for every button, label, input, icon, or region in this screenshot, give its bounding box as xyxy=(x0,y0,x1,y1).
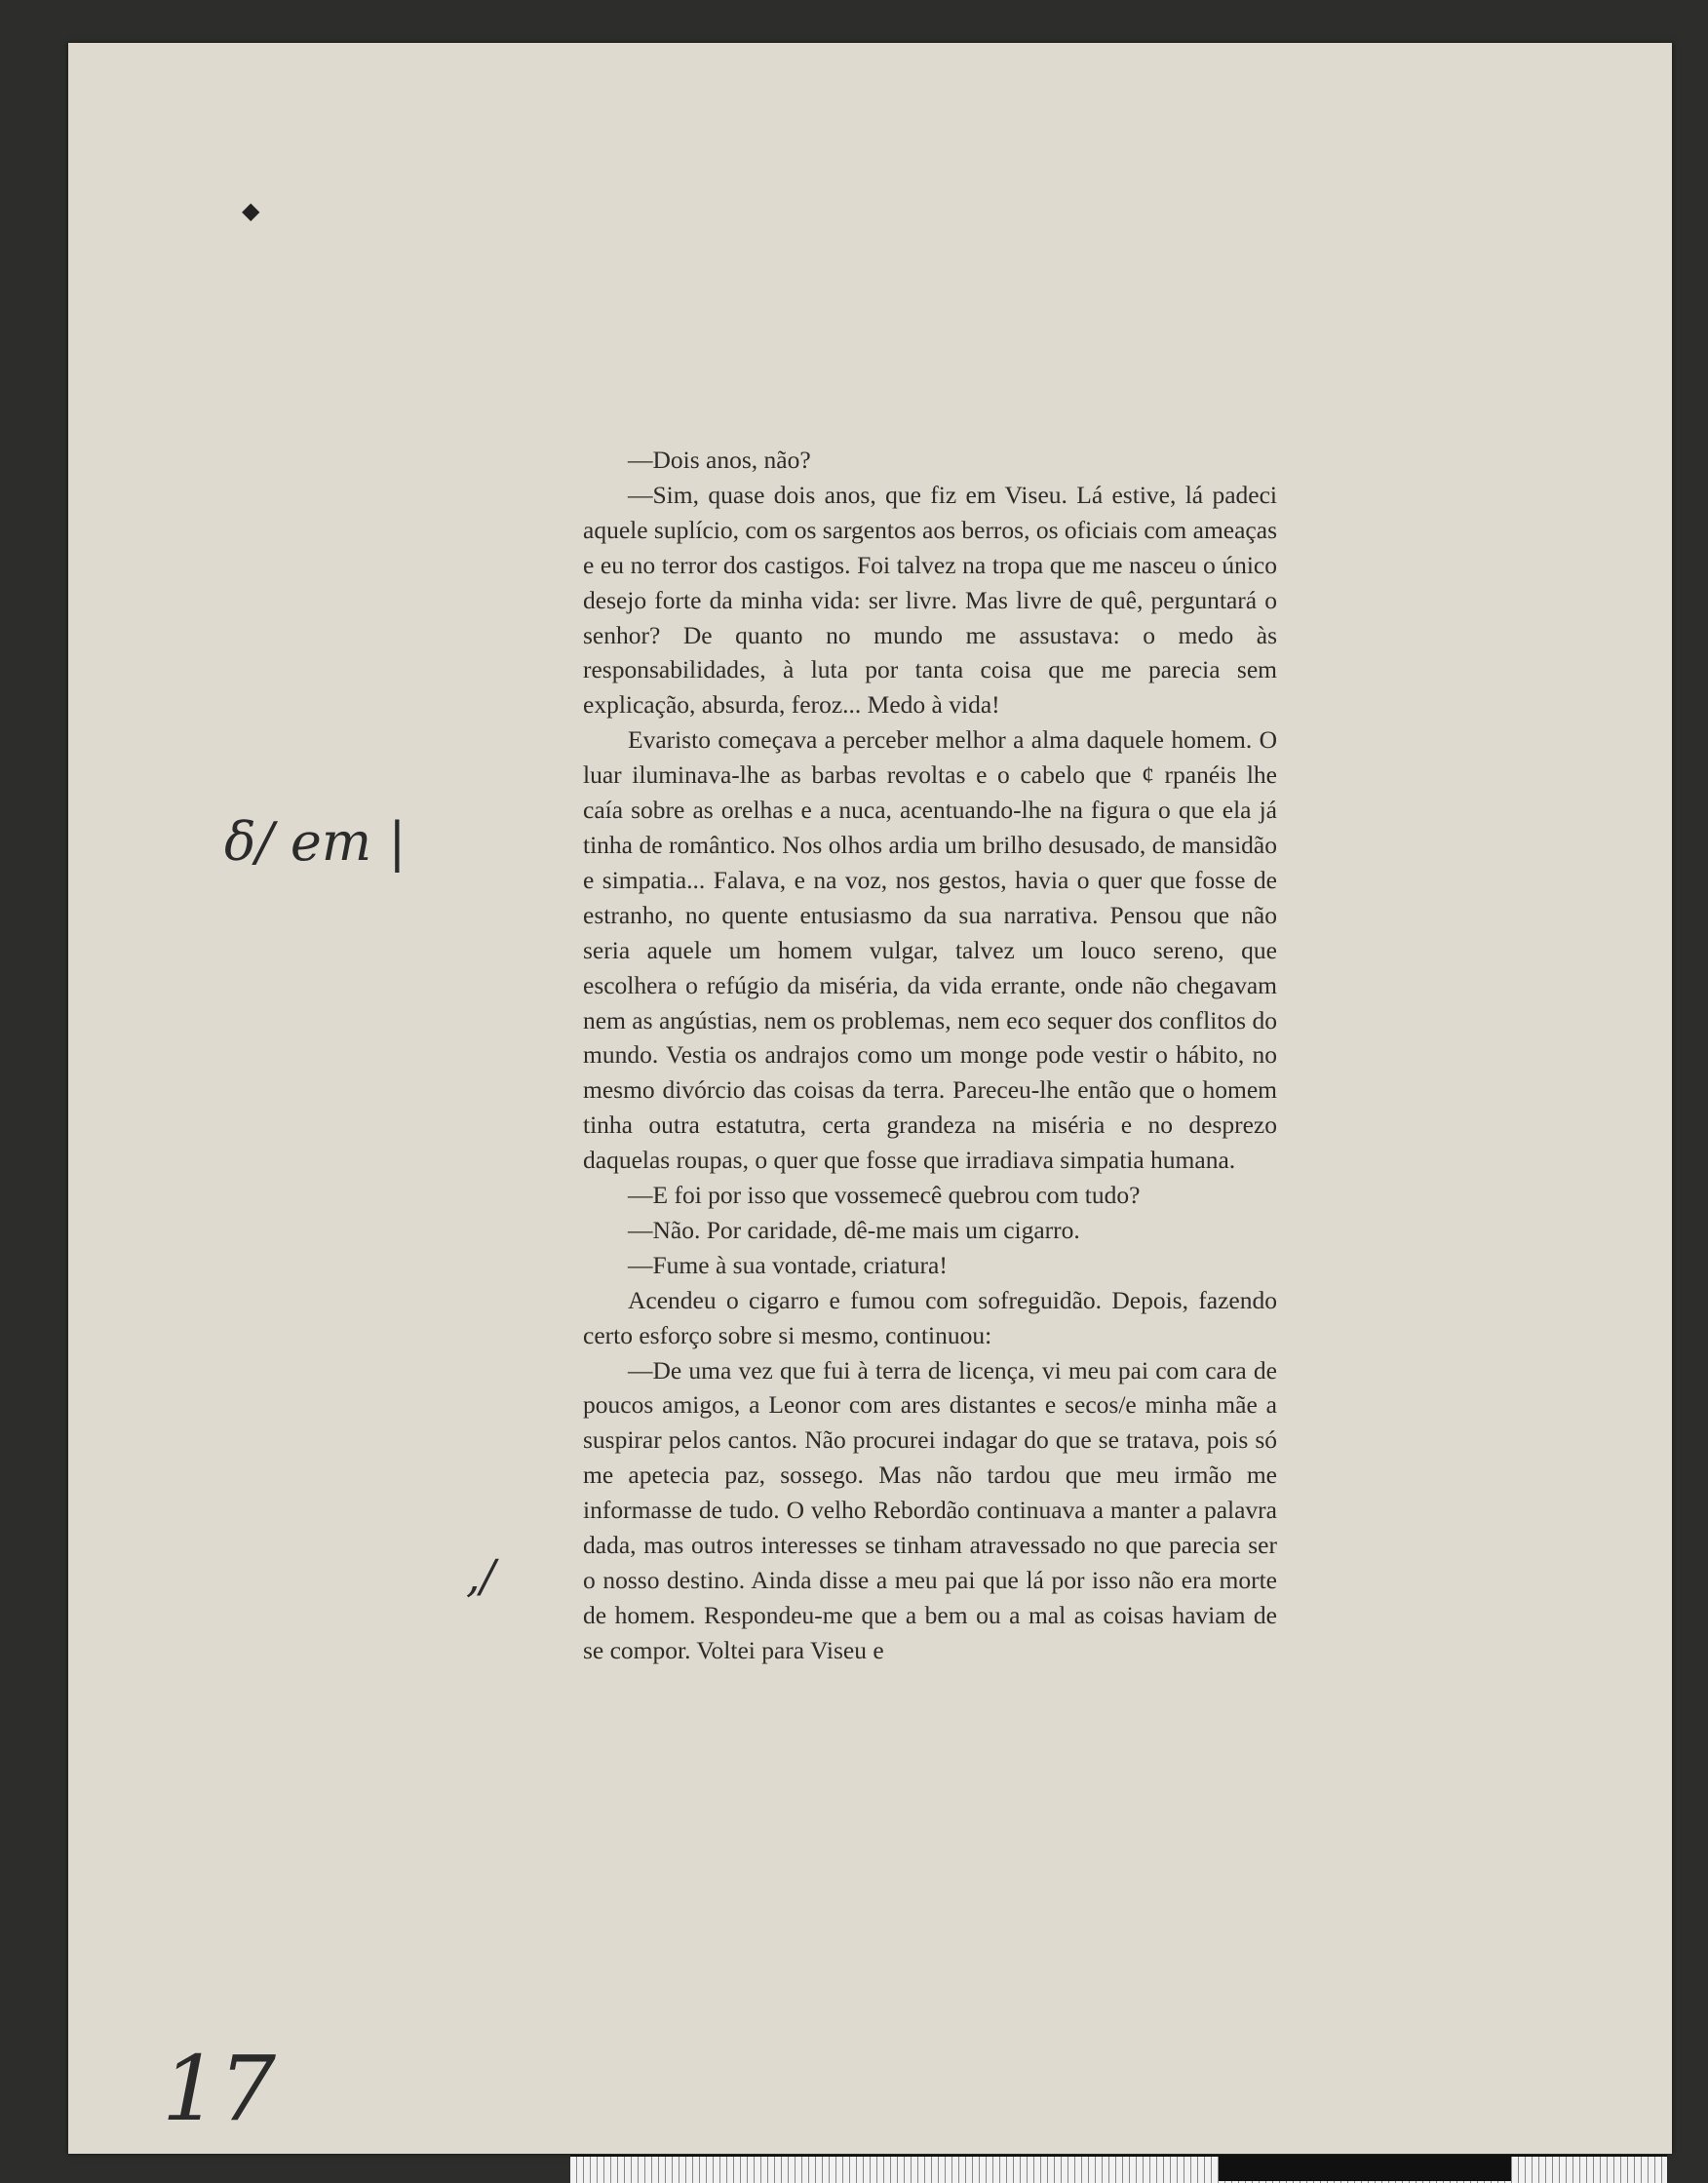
scale-ruler-dark-segment xyxy=(1219,2155,1511,2181)
paragraph: —Sim, quase dois anos, que fiz em Viseu. Lá estive, lá padeci aquele suplício, com os sargentos aos berros, os oficiais com ameaças e eu no terror dos castigos. Foi talvez na tropa que me nasceu o único desejo forte da minha vida: ser livre. Mas livre de quê, perguntará o senhor? De quanto no mundo me assustava: o medo às responsabilidades, à luta por tanta coisa que me parecia sem explicação, absurda, feroz... Medo à vida! xyxy=(583,480,1277,720)
paragraph: —Dois anos, não? xyxy=(628,446,811,474)
page-number: 17 xyxy=(162,2037,277,2141)
paragraph: —Não. Por caridade, dê-me mais um cigarro. xyxy=(628,1215,1080,1244)
paragraph: Acendeu o cigarro e fumou com sofreguidão. Depois, fazendo certo esforço sobre si mesmo, continuou: xyxy=(583,1285,1277,1349)
paragraph: —E foi por isso que vossemecê quebrou com tudo? xyxy=(628,1181,1141,1210)
body-text xyxy=(583,443,1277,1668)
paragraph: —De uma vez que fui à terra de licença, vi meu pai com cara de poucos amigos, a Leonor com ares distantes e secos/e minha mãe a suspirar pelos cantos. Não procurei indagar do que se tratava, pois só me apetecia paz, sossego. Mas não tardou que meu irmão me informasse de tudo. O velho Rebordão continuava a manter a palavra dada, mas outros interesses se tinham atravessado no que parecia ser o nosso destino. Ainda disse a meu pai que lá por isso não era morte de homem. Respondeu-me que a bem ou a mal as coisas haviam de se compor. Voltei para Viseu e xyxy=(583,1355,1277,1664)
ink-mark: ◆ xyxy=(242,197,260,224)
margin-note-em: δ/ em | xyxy=(224,811,407,873)
margin-note-comma: ,/ xyxy=(466,1549,496,1602)
paragraph: Evaristo começava a perceber melhor a alma daquele homem. O luar iluminava-lhe as barbas revoltas e o cabelo que ¢ rpanéis lhe caía sobre as orelhas e a nuca, acentuando-lhe na figura o que ela já tinha de romântico. Nos olhos ardia um brilho desusado, de mansidão e simpatia... Falava, e na voz, nos gestos, havia o quer que fosse de estranho, no quente entusiasmo da sua narrativa. Pensou que não seria aquele um homem vulgar, talvez um louco sereno, que escolhera o refúgio da miséria, da vida errante, onde não chegavam nem as angústias, nem os problemas, nem eco sequer dos conflitos do mundo. Vestia os andrajos como um monge pode vestir o hábito, no mesmo divórcio das coisas da terra. Pareceu-lhe então que o homem tinha outra estatutra, certa grandeza na miséria e no desprezo daquelas roupas, o quer que fosse que irradiava simpatia humana. xyxy=(583,725,1277,1175)
paragraph: —Fume à sua vontade, criatura! xyxy=(628,1250,948,1279)
document-page xyxy=(68,43,1672,2154)
